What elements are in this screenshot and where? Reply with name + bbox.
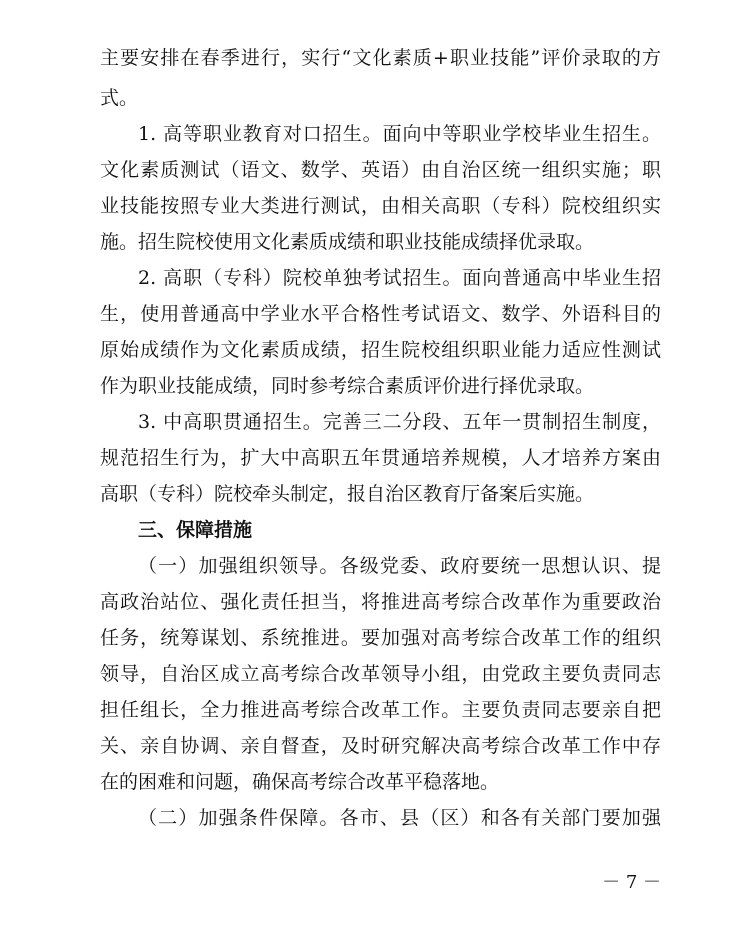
body-text-line: （一）加强组织领导。各级党委、政府要统一思想认识、提 — [138, 555, 661, 577]
body-text-line: 作为职业技能成绩，同时参考综合素质评价进行择优录取。 — [100, 375, 595, 397]
body-text-line: 主要安排在春季进行，实行“文化素质+职业技能”评价录取的方 — [100, 47, 661, 69]
body-text-line: 任务，统筹谋划、系统推进。要加强对高考综合改革工作的组织 — [100, 627, 661, 649]
body-text-line: 高政治站位、强化责任担当，将推进高考综合改革作为重要政治 — [100, 591, 661, 613]
body-text-line: 3. 中高职贯通招生。完善三二分段、五年一贯制招生制度， — [138, 411, 661, 433]
body-text-line: （二）加强条件保障。各市、县（区）和各有关部门要加强 — [138, 807, 661, 829]
body-text-line: 式。 — [100, 87, 139, 109]
body-text-line: 担任组长，全力推进高考综合改革工作。主要负责同志要亲自把 — [100, 699, 661, 721]
section-heading: 三、保障措施 — [138, 519, 253, 541]
body-text-line: 在的困难和问题，确保高考综合改革平稳落地。 — [100, 771, 500, 793]
body-text-line: 施。招生院校使用文化素质成绩和职业技能成绩择优录取。 — [100, 231, 595, 253]
body-text-line: 文化素质测试（语文、数学、英语）由自治区统一组织实施；职 — [100, 159, 661, 181]
body-text-line: 关、亲自协调、亲自督查，及时研究解决高考综合改革工作中存 — [100, 735, 661, 757]
page-number: － 7 － — [602, 872, 661, 893]
body-text-line: 业技能按照专业大类进行测试，由相关高职（专科）院校组织实 — [100, 195, 661, 217]
body-text-line: 高职（专科）院校牵头制定，报自治区教育厅备案后实施。 — [100, 483, 595, 505]
body-text-line: 1. 高等职业教育对口招生。面向中等职业学校毕业生招生。 — [138, 123, 661, 145]
body-text-line: 规范招生行为，扩大中高职五年贯通培养规模，人才培养方案由 — [100, 447, 661, 469]
body-text-line: 领导，自治区成立高考综合改革领导小组，由党政主要负责同志 — [100, 663, 661, 685]
body-text-line: 生，使用普通高中学业水平合格性考试语文、数学、外语科目的 — [100, 303, 661, 325]
body-text-line: 2. 高职（专科）院校单独考试招生。面向普通高中毕业生招 — [138, 267, 661, 289]
body-text-line: 原始成绩作为文化素质成绩，招生院校组织职业能力适应性测试 — [100, 339, 661, 361]
